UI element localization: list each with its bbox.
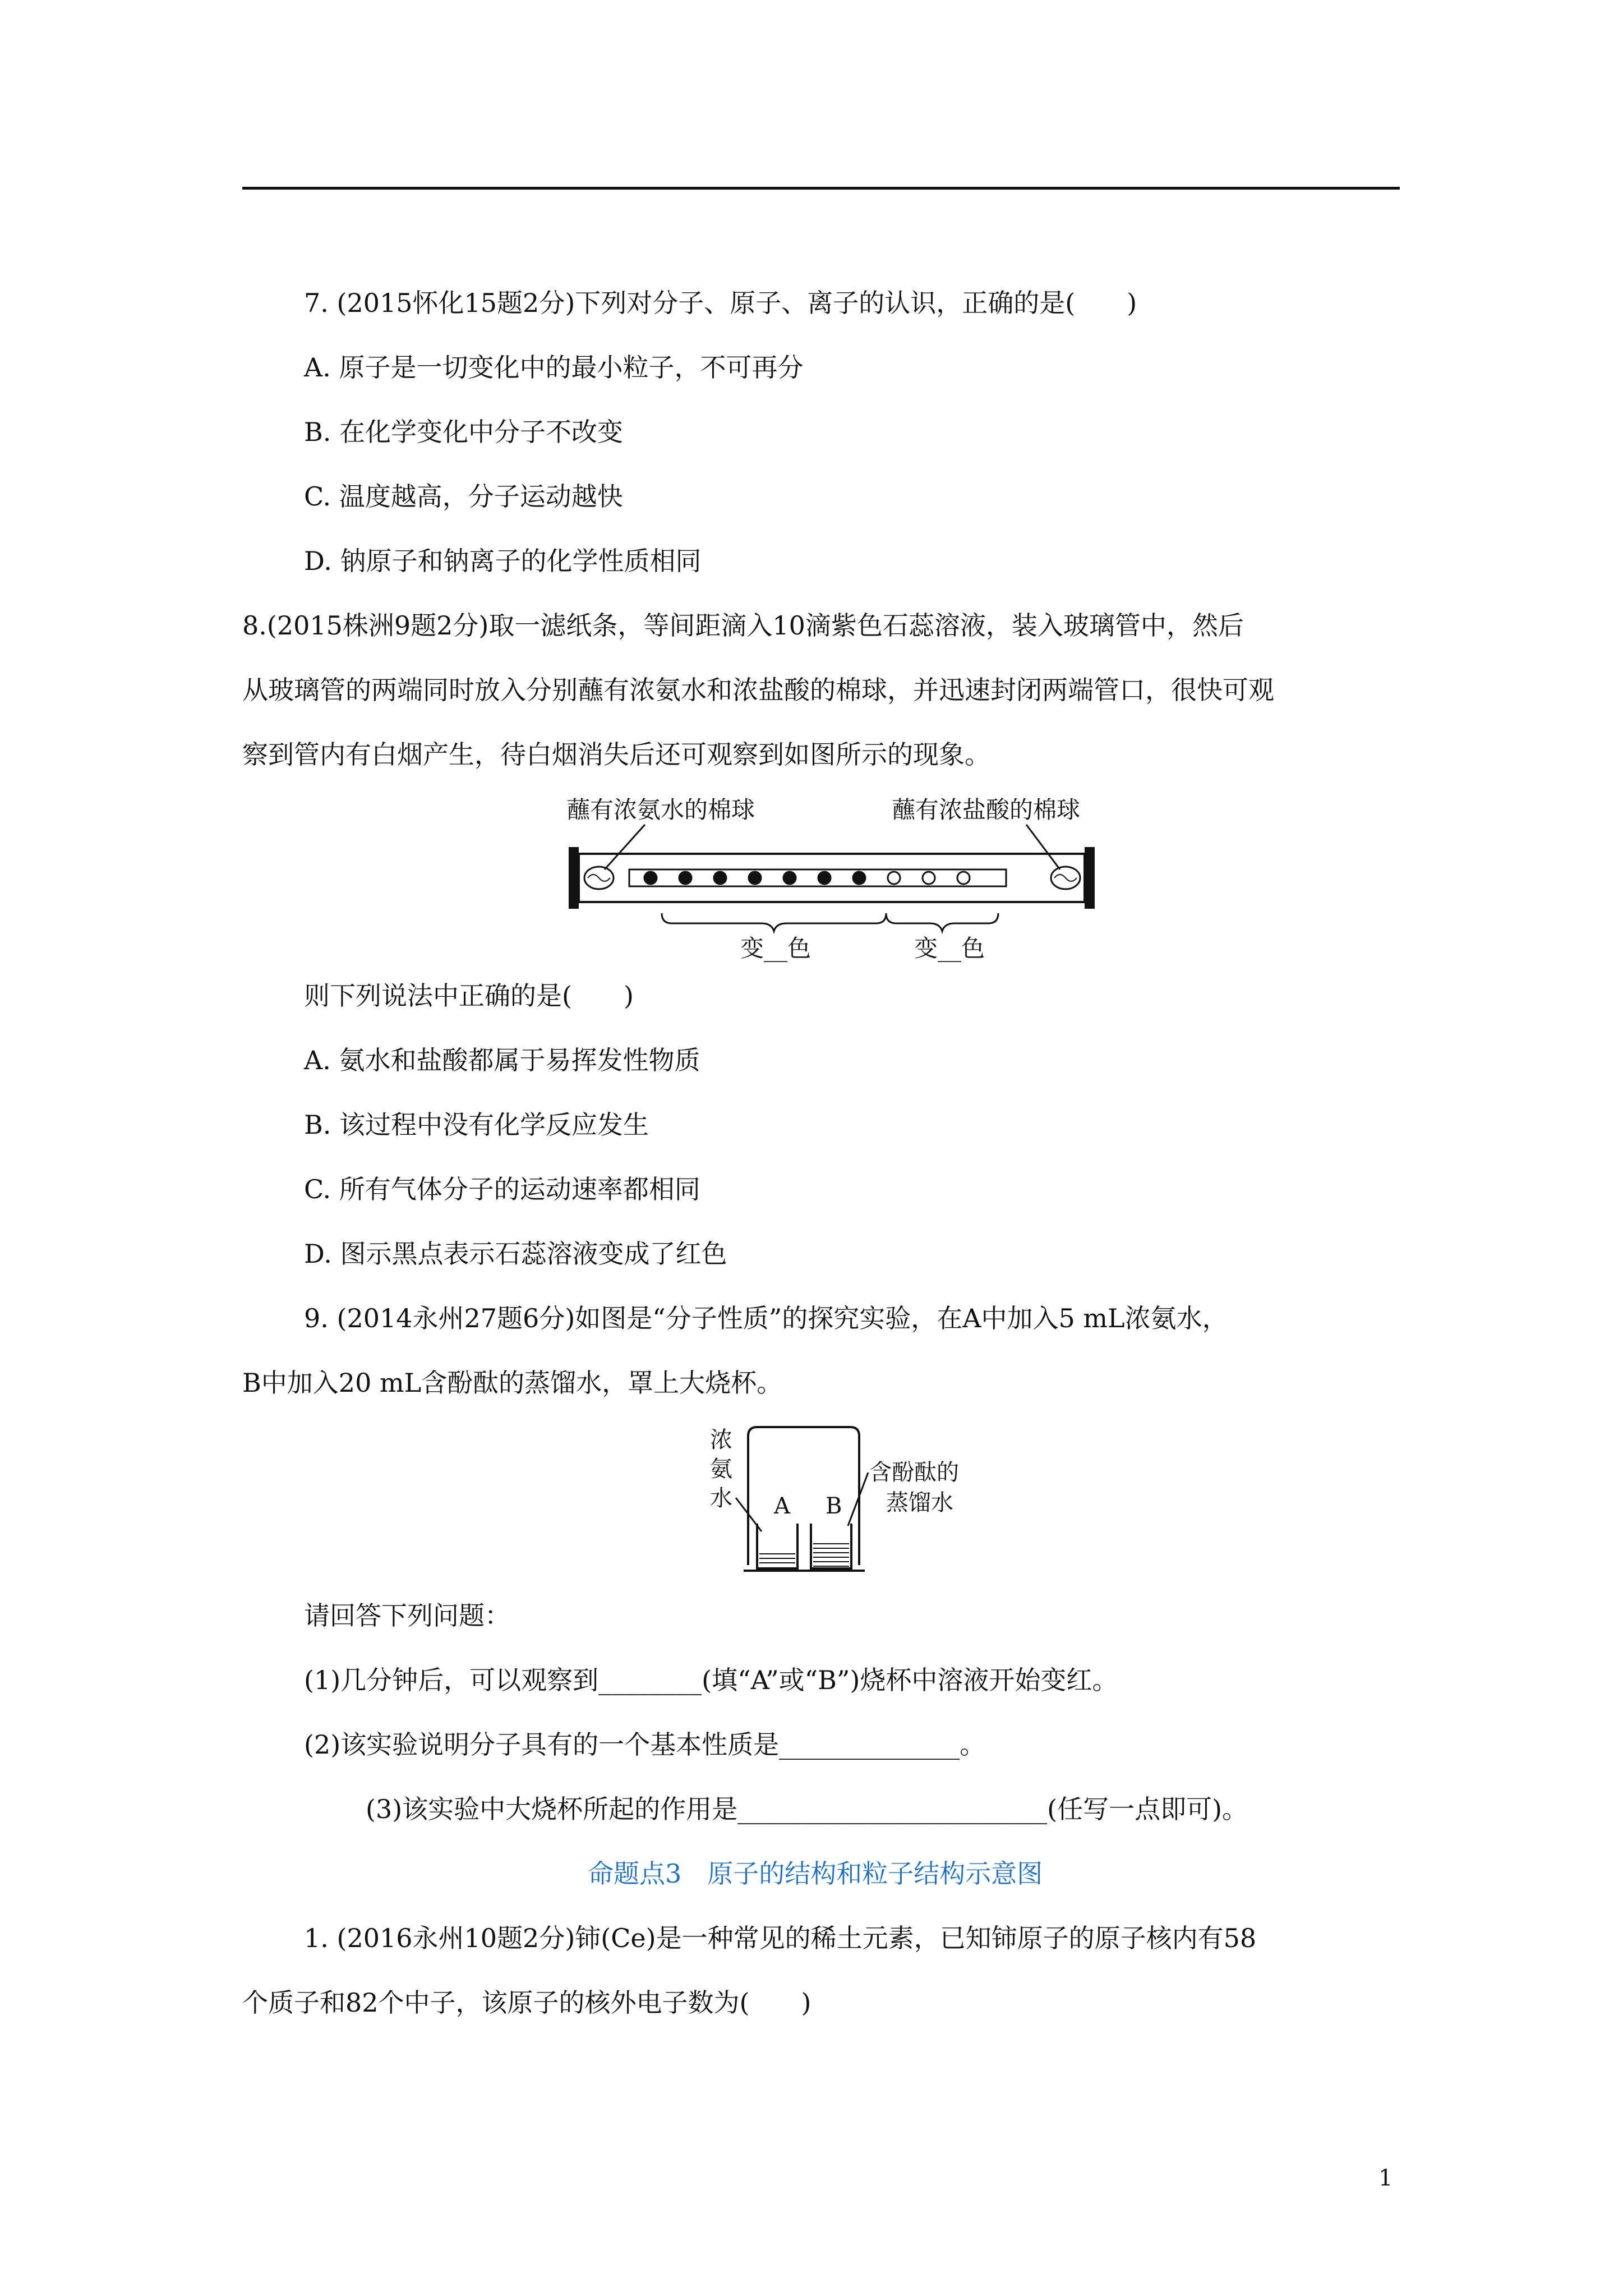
q7-option-b: B. 在化学变化中分子不改变 [304, 417, 624, 447]
q8-label-ammonia: 蘸有浓氨水的棉球 [566, 796, 755, 823]
header-rule [242, 187, 1400, 190]
q8-stem-line-3: 察到管内有白烟产生，待白烟消失后还可观察到如图所示的现象。 [242, 739, 990, 770]
q8-option-c: C. 所有气体分子的运动速率都相同 [304, 1174, 700, 1204]
q1-stem-line-1: 1. (2016永州10题2分)铈(Ce)是一种常见的稀土元素，已知铈原子的原子核内有58 [304, 1923, 1257, 1953]
q7-option-d: D. 钠原子和钠离子的化学性质相同 [304, 546, 702, 576]
section-heading: 命题点3 原子的结构和粒子结构示意图 [588, 1858, 1043, 1889]
q8-brace-right-label: 变__色 [914, 935, 985, 962]
q9-stem-line-1: 9. (2014永州27题6分)如图是“分子性质”的探究实验，在A中加入5 mL浓氨水， [304, 1303, 1228, 1333]
q8-stem-line-2: 从玻璃管的两端同时放入分别蘸有浓氨水和浓盐酸的棉球，并迅速封闭两端管口，很快可观 [242, 675, 1274, 705]
q8-dot-row [644, 872, 970, 884]
q8-pointer-left [605, 825, 645, 869]
q8-stem-line-1: 8.(2015株洲9题2分)取一滤纸条，等间距滴入10滴紫色石蕊溶液，装入玻璃管中，然后 [242, 610, 1244, 641]
q9-beaker-b-label: B [826, 1493, 842, 1519]
q8-option-a: A. 氨水和盐酸都属于易挥发性物质 [304, 1045, 700, 1075]
q9-stem-line-2: B中加入20 mL含酚酞的蒸馏水，罩上大烧杯。 [242, 1368, 783, 1398]
q8-brace-left-label: 变__色 [740, 935, 811, 962]
q9-beaker-figure [701, 1414, 993, 1582]
q9-liquid-a [759, 1554, 795, 1563]
filled-dot [714, 872, 726, 884]
q8-tube-figure [555, 785, 1116, 965]
q9-liquid-b [813, 1544, 849, 1566]
q8-label-hcl: 蘸有浓盐酸的棉球 [892, 796, 1081, 823]
q9-beaker-a [757, 1524, 797, 1568]
filled-dot [644, 872, 657, 884]
cotton-ball-icon [1051, 867, 1080, 889]
hollow-dot [957, 872, 970, 884]
q9-prompt: 请回答下列问题： [304, 1600, 510, 1631]
q8-pointer-right [1026, 825, 1060, 869]
q8-brace-left [662, 913, 886, 931]
filled-dot [679, 872, 691, 884]
q9-label-ammonia-1: 浓 [710, 1427, 732, 1453]
q9-label-ammonia-3: 水 [710, 1485, 732, 1511]
q9-subquestion-2: (2)该实验说明分子具有的一个基本性质是______________。 [304, 1729, 986, 1760]
q9-subquestion-1: (1)几分钟后，可以观察到________(填“A”或“B”)烧杯中溶液开始变红。 [304, 1665, 1118, 1695]
q9-label-phenol-1: 含酚酞的 [869, 1460, 959, 1485]
q7-stem: 7. (2015怀化15题2分)下列对分子、原子、离子的认识，正确的是( ) [304, 288, 1137, 318]
q9-large-beaker [748, 1427, 859, 1565]
q1-stem-line-2: 个质子和82个中子，该原子的核外电子数为( ) [242, 1987, 811, 2018]
filled-dot [749, 872, 761, 884]
hollow-dot [888, 872, 900, 884]
q8-option-d: D. 图示黑点表示石蕊溶液变成了红色 [304, 1239, 727, 1269]
q9-label-ammonia-2: 氨 [710, 1456, 732, 1482]
q8-option-b: B. 该过程中没有化学反应发生 [304, 1110, 649, 1140]
q8-prompt: 则下列说法中正确的是( ) [304, 981, 634, 1011]
hollow-dot [923, 872, 935, 884]
page-number: 1 [1378, 2165, 1393, 2191]
filled-dot [783, 872, 796, 884]
cotton-ball-icon [584, 867, 614, 889]
q8-right-cap [1085, 847, 1095, 909]
q9-subquestion-3: (3)该实验中大烧杯所起的作用是________________________(任写一点即可)。 [366, 1794, 1248, 1824]
filled-dot [853, 872, 865, 884]
q8-left-cap [569, 847, 579, 909]
q9-beaker-a-label: A [774, 1493, 790, 1519]
q7-option-c: C. 温度越高，分子运动越快 [304, 481, 623, 512]
q8-brace-right [886, 913, 998, 931]
filled-dot [818, 872, 831, 884]
q9-label-phenol-2: 蒸馏水 [886, 1490, 953, 1516]
q7-option-a: A. 原子是一切变化中的最小粒子，不可再分 [304, 352, 804, 383]
